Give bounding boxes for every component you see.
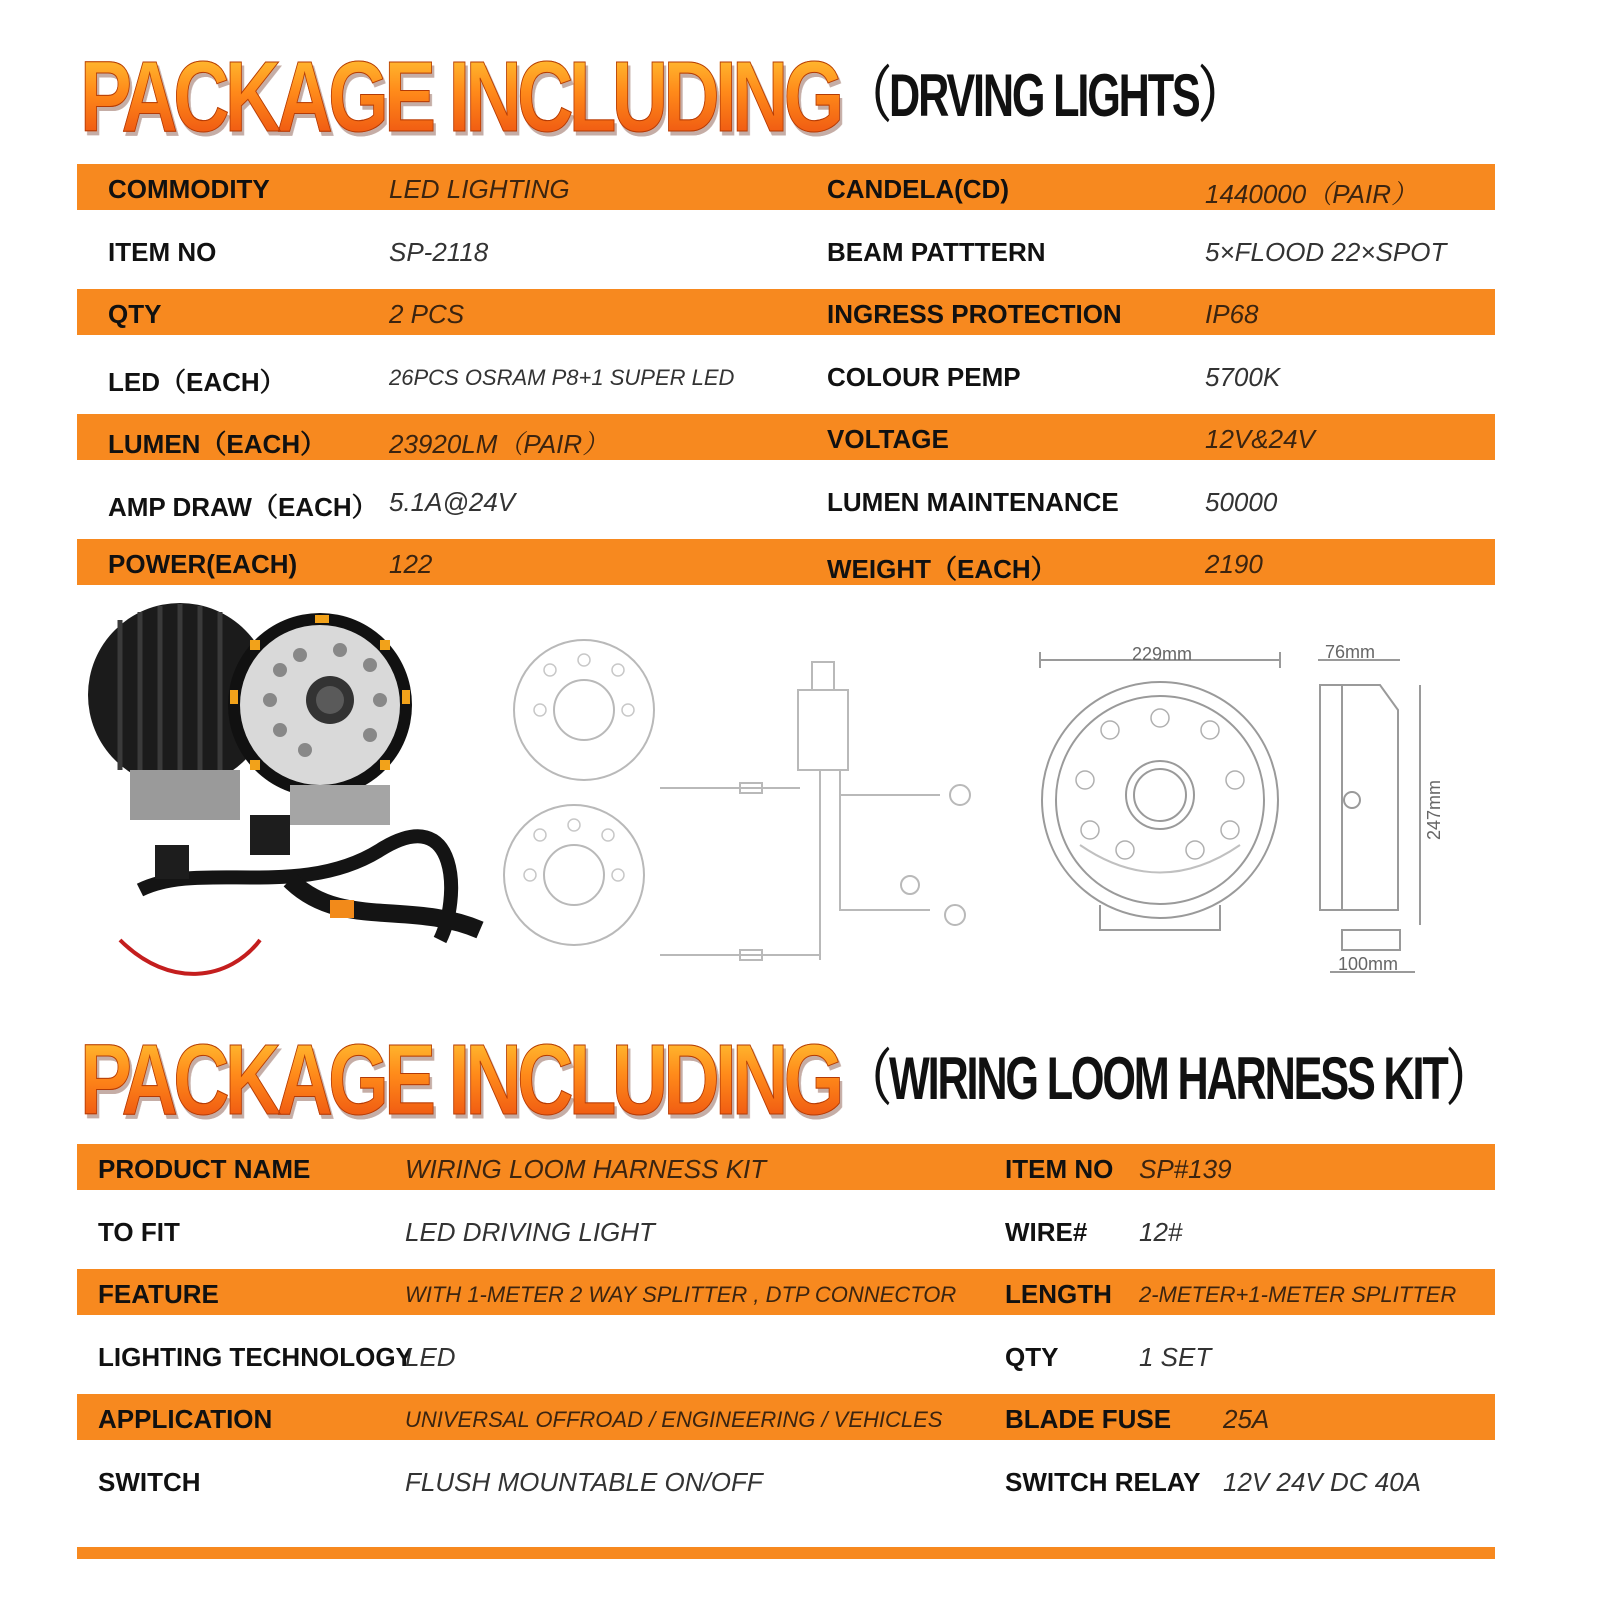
spec-value: 5700K (1205, 361, 1281, 392)
spec-label: TO FIT (98, 1216, 180, 1247)
spec-label: LIGHTING TECHNOLOGY (98, 1341, 413, 1372)
spec-value: 2 PCS (389, 299, 465, 329)
spec-label: APPLICATION (98, 1404, 273, 1434)
spec-label: WIRE# (1005, 1216, 1088, 1247)
section1-headline (80, 40, 1240, 153)
spec-value: 122 (389, 549, 433, 579)
spec-row (77, 348, 1495, 411)
dimension-height-label: 247mm (1424, 779, 1444, 840)
spec-label: LUMEN（EACH） (108, 429, 327, 459)
spec-value: LED (405, 1341, 456, 1372)
spec-value: 50000 (1205, 486, 1278, 517)
row-band (77, 289, 1495, 335)
spec-row (77, 1265, 1495, 1328)
spec-value: 12# (1139, 1216, 1183, 1247)
section2-headline (80, 1023, 1488, 1136)
spec-value: 25A (1223, 1404, 1270, 1434)
spec-row (77, 535, 1495, 598)
spec-value: FLUSH MOUNTABLE ON/OFF (405, 1466, 763, 1497)
spec-value: 12V&24V (1205, 424, 1315, 454)
spec-value: 5.1A@24V (389, 486, 516, 517)
spec-table-driving-lights (77, 160, 1495, 598)
bottom-divider (77, 1547, 1495, 1559)
spec-value: 2-METER+1-METER SPLITTER (1139, 1282, 1457, 1307)
section2-title: PACKAGE INCLUDING (80, 1024, 840, 1136)
spec-row (77, 223, 1495, 286)
spec-value: SP-2118 (389, 236, 489, 267)
spec-row (77, 1453, 1495, 1516)
product-illustrations (80, 600, 1540, 1010)
spec-label: INGRESS PROTECTION (827, 299, 1122, 329)
spec-value: LED DRIVING LIGHT (405, 1216, 655, 1247)
spec-label: LUMEN MAINTENANCE (827, 486, 1119, 517)
spec-label: SWITCH RELAY (1005, 1466, 1201, 1497)
spec-label: ITEM NO (1005, 1154, 1114, 1184)
spec-value: 23920LM（PAIR） (389, 429, 609, 459)
spec-value: 1440000（PAIR） (1205, 179, 1417, 209)
spec-label: POWER(EACH) (108, 549, 298, 579)
spec-value: 12V 24V DC 40A (1223, 1466, 1422, 1497)
dimension-depth-label: 76mm (1325, 642, 1376, 662)
dimension-drawing-front (1040, 652, 1280, 930)
spec-label: SWITCH (98, 1466, 201, 1497)
spec-row (77, 285, 1495, 348)
spec-value: 1 SET (1139, 1341, 1212, 1372)
spec-label: CANDELA(CD) (827, 174, 1009, 204)
spec-value: LED LIGHTING (389, 174, 570, 204)
driving-lights-photo (88, 603, 480, 974)
spec-row (77, 410, 1495, 473)
spec-row (77, 1328, 1495, 1391)
spec-value: UNIVERSAL OFFROAD / ENGINEERING / VEHICLES (405, 1407, 943, 1432)
dimension-drawing-side (1318, 660, 1420, 972)
spec-label: VOLTAGE (827, 424, 949, 454)
spec-label: WEIGHT（EACH） (827, 554, 1057, 584)
section1-title: PACKAGE INCLUDING (80, 41, 840, 153)
spec-label: FEATURE (98, 1279, 219, 1309)
spec-row (77, 473, 1495, 536)
spec-value: 2190 (1205, 549, 1263, 579)
spec-label: LENGTH (1005, 1279, 1112, 1309)
spec-label: QTY (108, 299, 162, 329)
spec-row (77, 1203, 1495, 1266)
spec-value: WIRING LOOM HARNESS KIT (405, 1154, 767, 1184)
spec-table-wiring-kit (77, 1140, 1495, 1515)
spec-row (77, 160, 1495, 223)
spec-label: ITEM NO (108, 236, 217, 267)
wiring-diagram (504, 640, 970, 960)
spec-label: QTY (1005, 1341, 1059, 1372)
spec-value: 5×FLOOD 22×SPOT (1205, 236, 1447, 267)
spec-value: IP68 (1205, 299, 1259, 329)
spec-row (77, 1140, 1495, 1203)
spec-label: PRODUCT NAME (98, 1154, 311, 1184)
spec-value: SP#139 (1139, 1154, 1232, 1184)
section1-subtitle: （DRVING LIGHTS） (848, 62, 1240, 129)
spec-value: 26PCS OSRAM P8+1 SUPER LED (389, 364, 735, 390)
dimension-base-label: 100mm (1338, 954, 1399, 974)
spec-label: LED（EACH） (108, 366, 286, 397)
spec-label: BEAM PATTTERN (827, 236, 1046, 267)
spec-value: WITH 1-METER 2 WAY SPLITTER , DTP CONNECTOR (405, 1282, 957, 1307)
spec-label: BLADE FUSE (1005, 1404, 1172, 1434)
spec-row (77, 1390, 1495, 1453)
section2-subtitle: （WIRING LOOM HARNESS KIT） (848, 1045, 1488, 1112)
dimension-width-label: 229mm (1132, 644, 1193, 664)
spec-label: COMMODITY (108, 174, 270, 204)
spec-label: COLOUR PEMP (827, 361, 1021, 392)
spec-label: AMP DRAW（EACH） (108, 491, 378, 522)
